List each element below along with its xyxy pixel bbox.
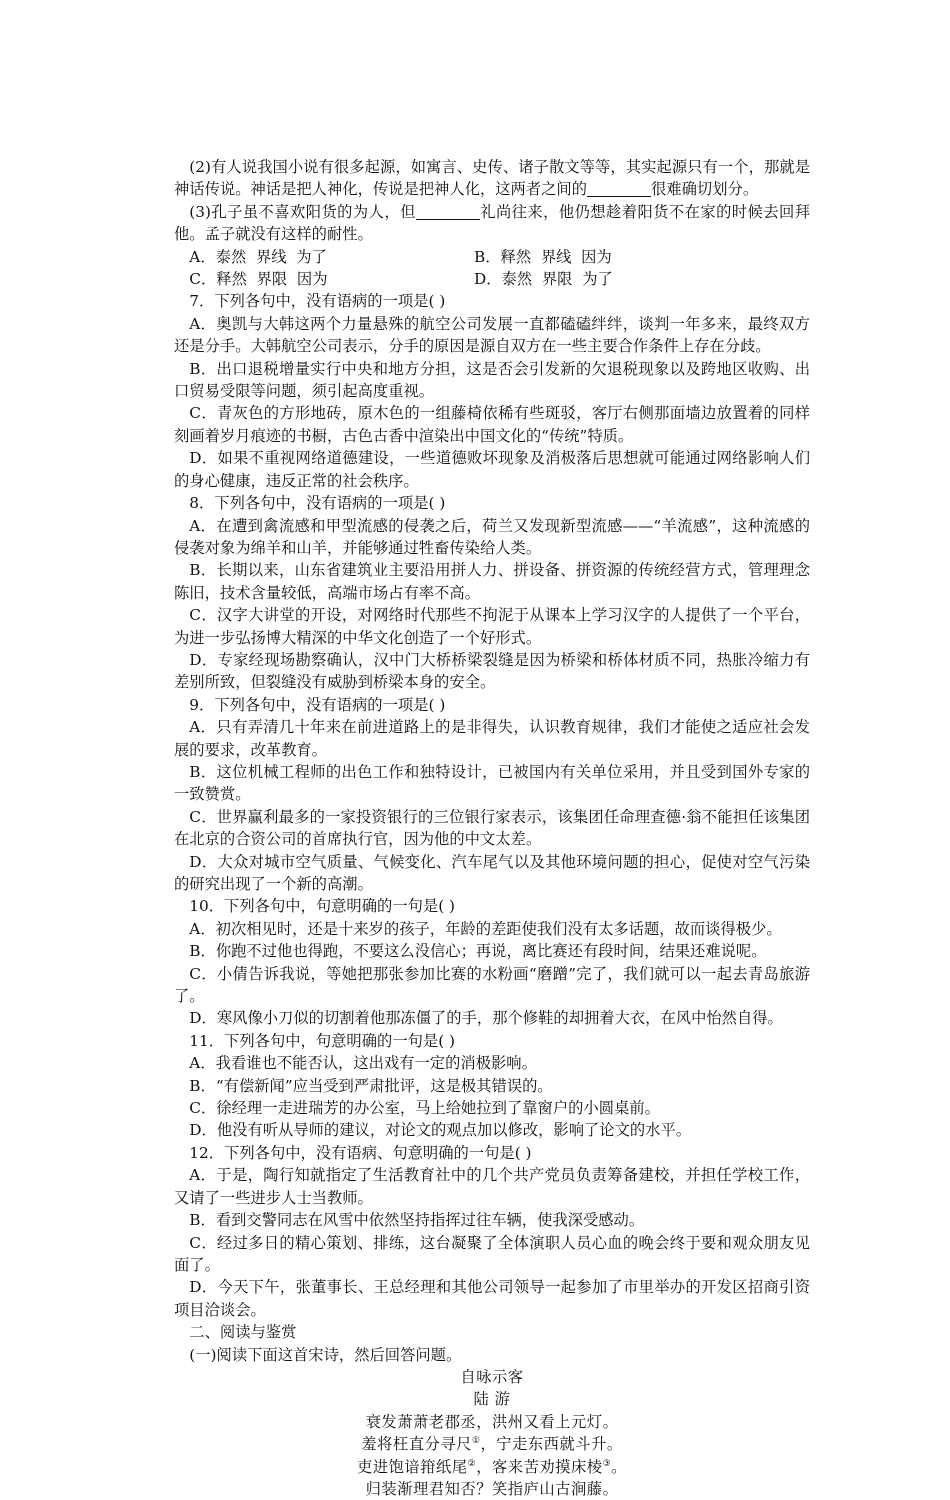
fill-blank	[587, 182, 651, 197]
question-option: C．世界赢利最多的一家投资银行的三位银行家表示，该集团任命理查德·翁不能担任该集团在北京的合资公司的首席执行官，因为他的中文太差。	[174, 807, 810, 849]
question-stem: 8．下列各句中，没有语病的一项是( )	[189, 494, 446, 513]
question-stem: 9．下列各句中，没有语病的一项是( )	[189, 695, 446, 714]
poem-line: 羞将枉直分寻尺①，宁走东西就斗升。	[361, 1435, 623, 1454]
question-option: C．汉字大讲堂的开设，对网络时代那些不拘泥于从课本上学习汉字的人提供了一个平台，为进一步弘扬博大精深的中华文化创造了一个好形式。	[174, 606, 810, 647]
question-stem: 10．下列各句中，句意明确的一句是( )	[189, 897, 456, 916]
question-option: B．长期以来，山东省建筑业主要沿用拼人力、拼设备、拼资源的传统经营方式，管理理念陈旧，技术含量较低，高端市场占有率不高。	[174, 561, 810, 602]
footnote-marker: ②	[467, 1458, 477, 1469]
fill-blank	[416, 205, 480, 220]
question-stem: 12．下列各句中，没有语病、句意明确的一句是( )	[189, 1143, 532, 1162]
option-a: A．泰然 界线 为了	[189, 247, 327, 266]
question-option: B．看到交警同志在风雪中依然坚持指挥过往车辆，使我深受感动。	[189, 1211, 645, 1230]
question-option: A．于是，陶行知就指定了生活教育社中的几个共产党员负责筹备建校，并担任学校工作，又请了一些进步人士当教师。	[174, 1166, 810, 1207]
footnote-marker: ①	[471, 1436, 481, 1447]
poem	[174, 1366, 810, 1500]
question-stem: 11．下列各句中，句意明确的一句是( )	[189, 1031, 456, 1050]
poem-author: 陆 游	[473, 1390, 511, 1409]
question-option: D．大众对城市空气质量、气候变化、汽车尾气以及其他环境问题的担心，促使对空气污染的研究出现了一个新的高潮。	[174, 852, 810, 893]
question-option: A．我看谁也不能否认，这出戏有一定的消极影响。	[189, 1054, 537, 1073]
document-body	[174, 156, 810, 1500]
question-option: A．只有弄清几十年来在前进道路上的是非得失，认识教育规律，我们才能使之适应社会发展的要求，改革教育。	[174, 718, 810, 759]
question-option: D．他没有听从导师的建议，对论文的观点加以修改，影响了论文的水平。	[189, 1121, 692, 1140]
question-option: C．青灰色的方形地砖，原木色的一组藤椅依稀有些斑驳，客厅右侧那面墙边放置着的同样刻画着岁月痕迹的书橱，古色古香中渲染出中国文化的“传统”特质。	[174, 404, 810, 445]
poem-line: 衰发萧萧老郡丞，洪州又看上元灯。	[365, 1412, 619, 1431]
question-option: D．今天下午，张董事长、王总经理和其他公司领导一起参加了市里举办的开发区招商引资项目洽谈会。	[174, 1278, 810, 1319]
question-option: D．如果不重视网络道德建设，一些道德败坏现象及消极落后思想就可能通过网络影响人们的身心健康，违反正常的社会秩序。	[174, 449, 810, 490]
question-6-item-3: (3)孔子虽不喜欢阳货的为人，但 礼尚往来，他仍想趁着阳货不在家的时候去回拜他。孟子就没有这样的耐性。	[174, 202, 810, 244]
question-option: B．你跑不过他也得跑，不要这么没信心；再说，离比赛还有段时间，结果还难说呢。	[189, 942, 767, 961]
question-6-options	[174, 246, 810, 291]
question-option: A．在遭到禽流感和甲型流感的侵袭之后，荷兰又发现新型流感——“羊流感”，这种流感的侵袭对象为绵羊和山羊，并能够通过牲畜传染给人类。	[174, 516, 810, 557]
option-d: D．泰然 界限 为了	[474, 270, 613, 289]
option-c: C．释然 界限 因为	[189, 270, 328, 289]
question-6-item-2: (2)有人说我国小说有很多起源，如寓言、史传、诸子散文等等，其实起源只有一个，那就是神话传说。神话是把人神化，传说是把神人化，这两者之间的 很难确切划分。	[174, 158, 810, 199]
question-option: B．出口退税增量实行中央和地方分担，这是否会引发新的欠退税现象以及跨地区收购、出口贸易受限等问题，须引起高度重视。	[174, 359, 810, 401]
section-heading: 二、阅读与鉴赏	[189, 1323, 297, 1342]
poem-line: 归装渐理君知否？笑指庐山古涧藤。	[365, 1479, 619, 1498]
question-option: C．徐经理一走进瑞芳的办公室，马上给她拉到了靠窗户的小圆桌前。	[189, 1099, 660, 1118]
reading-intro: (一)阅读下面这首宋诗，然后回答问题。	[189, 1345, 462, 1364]
poem-title: 自咏示客	[460, 1367, 524, 1386]
question-option: A．奥凯与大韩这两个力量悬殊的航空公司发展一直都磕磕绊绊，谈判一年多来，最终双方还是分手。大韩航空公司表示，分手的原因是源自双方在一些主要合作条件上存在分歧。	[174, 314, 810, 356]
question-option: C．小倩告诉我说，等她把那张参加比赛的水粉画“磨蹭”完了，我们就可以一起去青岛旅游了。	[174, 964, 810, 1006]
question-stem: 7．下列各句中，没有语病的一项是( )	[189, 292, 446, 311]
question-option: C．经过多日的精心策划、排练，这台凝聚了全体演职人员心血的晚会终于要和观众朋友见面了。	[174, 1233, 810, 1274]
footnote-marker: ③	[602, 1458, 612, 1469]
question-option: D．寒风像小刀似的切割着他那冻僵了的手，那个修鞋的却拥着大衣，在风中怡然自得。	[189, 1009, 783, 1028]
question-option: B．这位机械工程师的出色工作和独特设计，已被国内有关单位采用，并且受到国外专家的一致赞赏。	[174, 762, 810, 804]
question-option: A．初次相见时，还是十来岁的孩子，年龄的差距使我们没有太多话题，故而谈得极少。	[189, 919, 782, 938]
poem-line: 吏进饱谙箝纸尾②，客来苦劝摸床棱③。	[357, 1457, 627, 1476]
question-option: D．专家经现场勘察确认，汉中门大桥桥梁裂缝是因为桥梁和桥体材质不同，热胀冷缩力有差别所致，但裂缝没有威胁到桥梁本身的安全。	[174, 650, 810, 692]
option-b: B．释然 界线 因为	[474, 247, 612, 266]
question-option: B．“有偿新闻”应当受到严肃批评，这是极其错误的。	[189, 1076, 553, 1095]
